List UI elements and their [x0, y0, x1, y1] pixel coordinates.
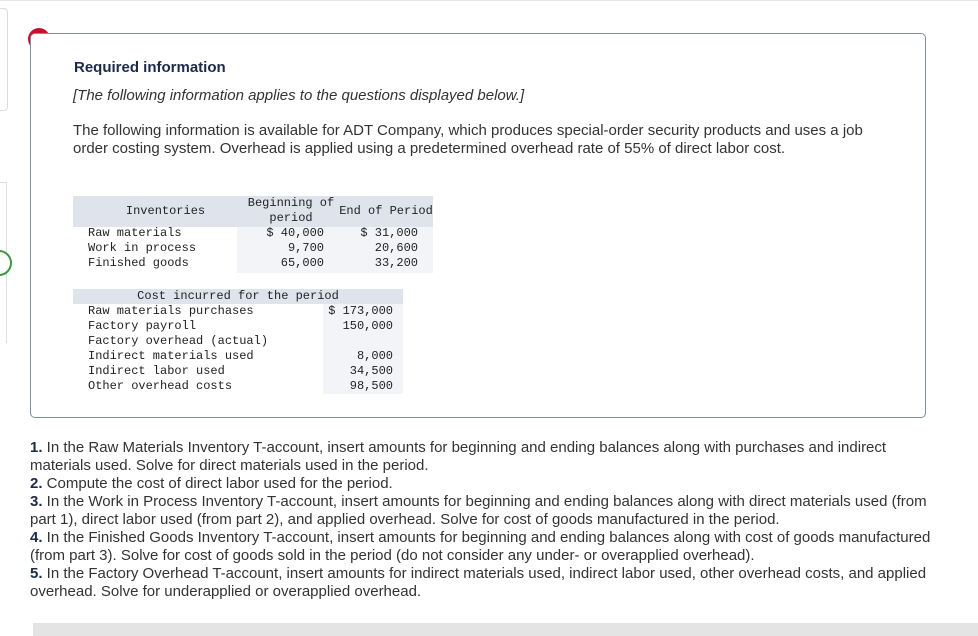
inventory-row-end: 33,200 [374, 256, 418, 270]
question-text: In the Raw Materials Inventory T-account, insert amounts for beginning and ending balances along with purchases and indirect materials used. Solve for direct materials used in the period. [30, 439, 887, 474]
cost-row-value: 34,500 [349, 364, 393, 378]
question-item [30, 529, 945, 565]
cost-row-value: 8,000 [356, 349, 393, 363]
status-circle-icon [0, 250, 12, 276]
inventories-header-end: End of Period [339, 204, 433, 218]
required-information-title: Required information [74, 59, 226, 76]
cost-row-label: Other overhead costs [88, 379, 233, 393]
cost-row-label: Factory payroll [88, 319, 197, 333]
question-number: 1. [30, 439, 43, 456]
question-text: In the Finished Goods Inventory T-account, insert amounts for beginning and ending balances along with cost of goods manufactured (from part 3). Solve for cost of goods sold in the period (do not consider any under- or overapplied overhead). [30, 529, 931, 564]
cost-row-label: Indirect labor used [88, 364, 225, 378]
inventory-row-label: Work in process [88, 241, 197, 255]
question-text: In the Work in Process Inventory T-account, insert amounts for beginning and ending balances along with direct materials used (from part 1), direct labor used (from part 2), and applied overhead. Solve for cost of goods manufactured in the period. [30, 493, 927, 528]
inventory-row-end: 20,600 [374, 241, 418, 255]
cost-row-value: 98,500 [349, 379, 393, 393]
intro-paragraph: The following information is available for ADT Company, which produces special-order security products and uses a job order costing system. Overhead is applied using a predetermined overhead rate of 55% of direct labor cost. [73, 122, 863, 157]
inventory-row-label: Finished goods [88, 256, 189, 270]
costs-header: Cost incurred for the period [137, 289, 339, 303]
inventories-header-beginning-2: period [269, 211, 313, 225]
question-text: In the Factory Overhead T-account, insert amounts for indirect materials used, indirect labor used, other overhead costs, and applied overhead. Solve for underapplied or overapplied overhead. [30, 565, 927, 600]
cost-row-label: Raw materials purchases [88, 304, 254, 318]
inventory-row-beginning: 9,700 [287, 241, 324, 255]
inventory-row-end: $ 31,000 [360, 226, 418, 240]
question-number: 3. [30, 493, 43, 510]
question-text: Compute the cost of direct labor used for the period. [42, 475, 393, 492]
cost-row-value: 150,000 [342, 319, 393, 333]
required-information-subtitle: [The following information applies to the questions displayed below.] [73, 87, 525, 104]
question-item [30, 493, 945, 529]
inventories-header-beginning-1: Beginning of [247, 196, 335, 210]
inventories-header-label: Inventories [125, 204, 206, 218]
inventory-row-beginning: $ 40,000 [266, 226, 324, 240]
question-item [30, 439, 945, 475]
question-number: 5. [30, 565, 43, 582]
required-information-box [30, 33, 926, 418]
bottom-scroll-area[interactable] [33, 623, 978, 636]
cost-row-value: $ 173,000 [328, 304, 393, 318]
top-divider [0, 0, 978, 1]
inventory-row-beginning: 65,000 [280, 256, 324, 270]
question-item [30, 565, 945, 601]
cost-row-label: Indirect materials used [88, 349, 254, 363]
cost-row-label: Factory overhead (actual) [88, 334, 269, 348]
questions-list [30, 439, 945, 601]
left-panel-fragment [0, 8, 8, 111]
question-number: 4. [30, 529, 43, 546]
question-item [30, 475, 945, 493]
inventory-row-label: Raw materials [88, 226, 182, 240]
question-number: 2. [30, 475, 43, 492]
